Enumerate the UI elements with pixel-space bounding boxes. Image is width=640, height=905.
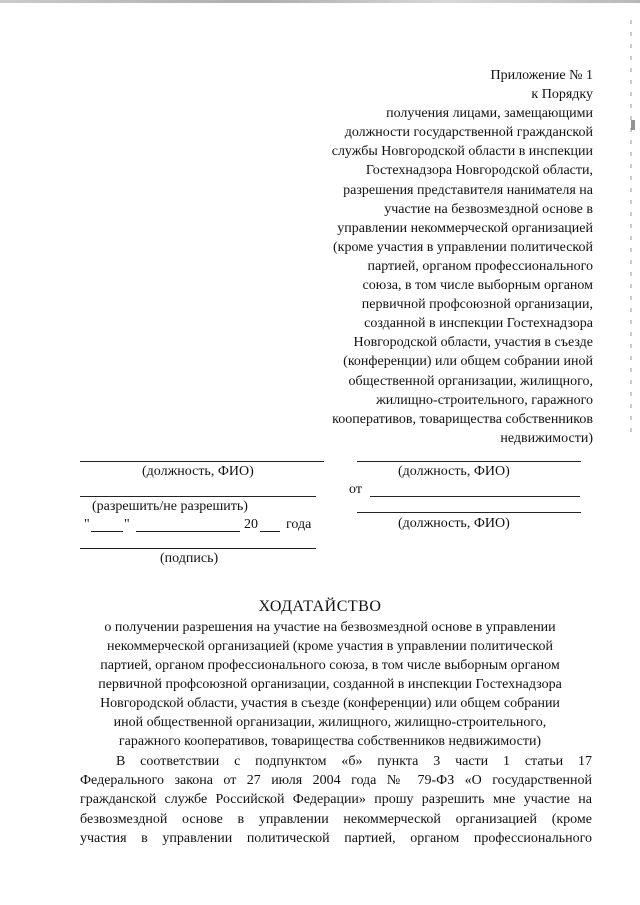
- appendix-line: Приложение № 1: [490, 68, 593, 83]
- date-close-quote: ": [124, 517, 130, 532]
- subtitle-line: первичной профсоюзной организации, созданной в инспекции Гостехнадзора: [98, 677, 562, 692]
- date-year-line: [260, 531, 280, 532]
- appendix-line: жилищно-строительного, гаражного: [376, 392, 593, 408]
- permit-label: (разрешить/не разрешить): [92, 499, 248, 514]
- date-month-line: [136, 531, 240, 532]
- appendix-line: управлении некоммерческой организацией: [337, 220, 593, 236]
- right-position-label-top: (должность, ФИО): [398, 464, 510, 479]
- appendix-line: к Порядку: [531, 87, 593, 103]
- date-day-line: [91, 531, 123, 532]
- appendix-line: союза, в том числе выборным органом: [362, 278, 593, 294]
- permit-line: [80, 496, 316, 497]
- petition-subtitle: [70, 618, 590, 751]
- appendix-line: первичной профсоюзной организации,: [361, 297, 593, 313]
- appendix-line: (кроме участия в управлении политической: [332, 239, 593, 255]
- signature-line: [80, 548, 316, 549]
- body-line: безвозмездной основе в управлении некоммерческой организацией (кроме: [80, 811, 592, 827]
- subtitle-line: иной общественной организации, жилищного, жилищно-строительного,: [113, 715, 547, 730]
- right-position-line-top: [357, 461, 581, 462]
- appendix-header: [273, 66, 593, 448]
- appendix-line: разрешения представителя нанимателя на: [343, 182, 593, 198]
- from-line: [370, 496, 580, 497]
- appendix-line: должности государственной гражданской: [344, 125, 593, 141]
- body-line: В соответствии с подпунктом «б» пункта 3 части 1 статьи 17: [116, 754, 592, 769]
- appendix-line: общественной организации, жилищного,: [348, 373, 593, 389]
- right-position-label-bottom: (должность, ФИО): [398, 516, 510, 531]
- date-year-word: года: [286, 517, 312, 532]
- appendix-line: службы Новгородской области в инспекции: [331, 144, 593, 160]
- appendix-line: Гостехнадзора Новгородской области,: [365, 163, 593, 179]
- subtitle-line: гаражного кооперативов, товарищества собственников недвижимости): [118, 734, 542, 749]
- subtitle-line: некоммерческой организацией (кроме участия в управлении политической: [107, 639, 553, 654]
- petition-title: ХОДАТАЙСТВО: [258, 598, 382, 615]
- appendix-line: партией, органом профессионального: [367, 258, 593, 274]
- body-line: Федерального закона от 27 июля 2004 года № 79-ФЗ «О государственной: [80, 773, 592, 789]
- appendix-line: кооперативов, товарищества собственников: [332, 411, 593, 427]
- appendix-line: созданной в инспекции Гостехнадзора: [364, 316, 593, 332]
- appendix-line: получения лицами, замещающими: [386, 106, 593, 122]
- left-position-label: (должность, ФИО): [142, 464, 254, 479]
- body-line: участия в управлении политической партией, органом профессионального: [80, 830, 592, 846]
- right-position-line-bottom: [357, 512, 581, 513]
- body-line: гражданской службе Российской Федерации» прошу разрешить мне участие на: [80, 792, 592, 808]
- appendix-line: участие на безвозмездной основе в: [384, 201, 593, 217]
- left-position-line: [80, 461, 324, 462]
- subtitle-line: о получении разрешения на участие на безвозмездной основе в управлении: [104, 620, 556, 635]
- scan-artifact: [631, 120, 635, 130]
- signature-label: (подпись): [160, 551, 219, 566]
- date-open-quote: ": [84, 517, 90, 532]
- petition-body: [80, 752, 592, 848]
- scan-edge-top: [0, 0, 640, 3]
- appendix-line: Новгородской области, участия в съезде: [353, 335, 593, 351]
- appendix-line: недвижимости): [500, 430, 593, 446]
- subtitle-line: Новгородской области, участия в съезде (конференции) или общем собрании: [100, 696, 560, 711]
- appendix-line: (конференции) или общем собрании иной: [343, 354, 593, 370]
- from-word: от: [349, 482, 362, 497]
- scan-edge-right: [630, 20, 632, 440]
- subtitle-line: партией, органом профессионального союза, в том числе выборным органом: [100, 658, 560, 673]
- date-year-prefix: 20: [244, 517, 258, 532]
